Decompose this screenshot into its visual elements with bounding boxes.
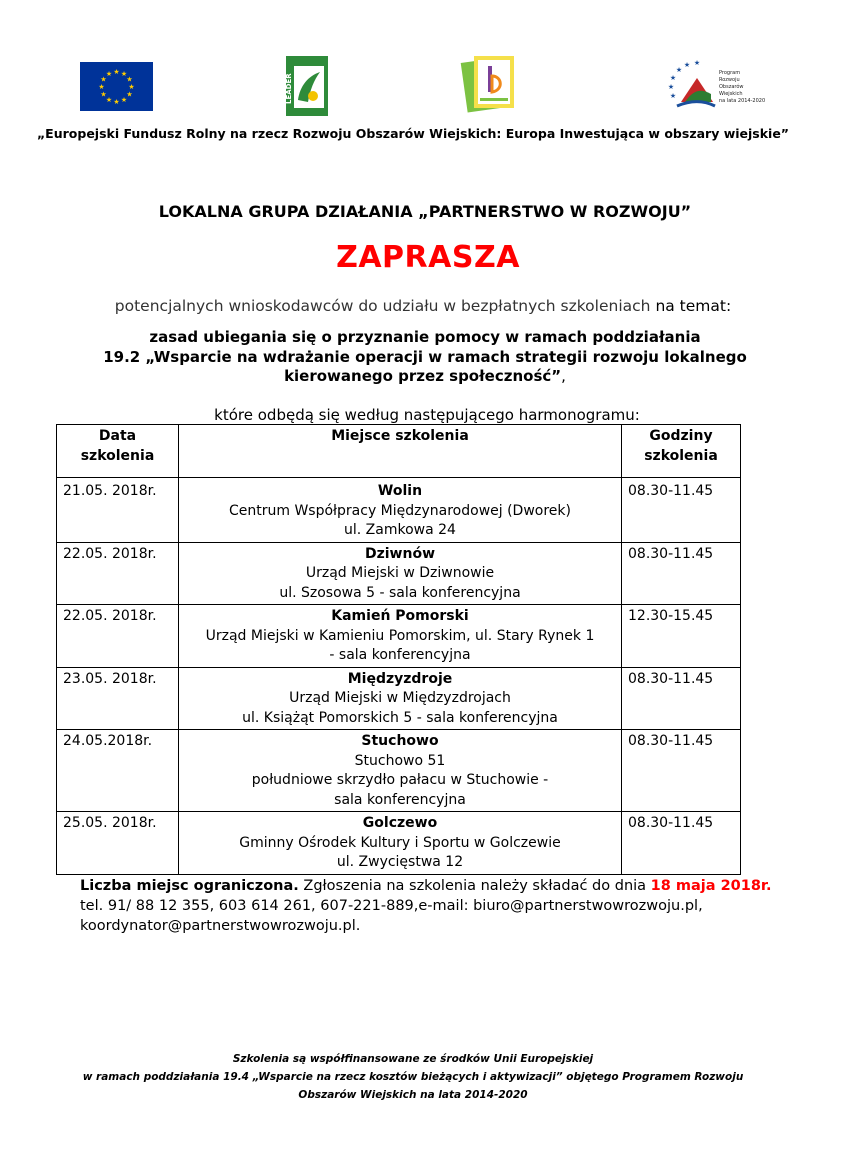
notice-line: [80, 876, 780, 896]
training-topic: [60, 328, 790, 387]
applications-text: Zgłoszenia na szkolenia należy składać do dnia: [298, 878, 651, 894]
leader-logo-text: LEADER: [285, 73, 293, 104]
row-place: [179, 542, 622, 605]
row-place-line: Centrum Współpracy Międzynarodowej (Dworek): [228, 502, 571, 519]
table-row: [57, 478, 741, 543]
row-hours: 12.30-15.45: [622, 605, 741, 668]
row-date: 22.05. 2018r.: [57, 605, 179, 668]
header-date: Data szkolenia: [57, 425, 179, 478]
row-place: [179, 812, 622, 875]
svg-text:★: ★: [105, 96, 113, 104]
svg-text:★: ★: [100, 90, 107, 99]
row-place: [179, 667, 622, 730]
row-city: Międzyzdroje: [347, 670, 453, 687]
row-place-line: ul. Szosowa 5 - sala konferencyjna: [279, 584, 521, 601]
row-city: Stuchowo: [361, 733, 439, 749]
row-date: 22.05. 2018r.: [57, 542, 179, 605]
topic-line: [60, 367, 790, 387]
prow-logo-line: Wiejskich: [719, 91, 743, 97]
row-date: 24.05.2018r.: [57, 730, 179, 812]
row-hours: 08.30-11.45: [622, 730, 741, 812]
schedule-intro: które odbędą się według następującego harmonogramu:: [214, 406, 640, 424]
row-place-line: Stuchowo 51: [354, 752, 446, 769]
topic-line: zasad ubiegania się o przyznanie pomocy w ramach poddziałania: [149, 328, 701, 346]
row-place: [179, 605, 622, 668]
invite-heading: ZAPRASZA: [336, 240, 520, 275]
table-row: [57, 605, 741, 668]
svg-text:★: ★: [667, 83, 675, 91]
row-place-line: Urząd Miejski w Kamieniu Pomorskim, ul. Stary Rynek 1: [205, 627, 595, 644]
table-row: [57, 542, 741, 605]
cofinancing-footer: [0, 1050, 826, 1104]
limited-seats: Liczba miejsc ograniczona.: [80, 878, 299, 894]
row-hours: 08.30-11.45: [622, 542, 741, 605]
svg-text:★: ★: [98, 83, 105, 91]
row-place-line: sala konferencyjna: [334, 791, 466, 808]
svg-text:★: ★: [105, 70, 113, 78]
topic-line: 19.2 „Wsparcie na wdrażanie operacji w ramach strategii rozwoju lokalnego: [103, 347, 747, 366]
table-row: [57, 730, 741, 812]
topic-line-tail: ,: [561, 367, 566, 385]
svg-text:★: ★: [100, 75, 107, 84]
funding-tagline: „Europejski Fundusz Rolny na rzecz Rozwoju Obszarów Wiejskich: Europa Inwestująca w obszary wiejskie”: [36, 126, 790, 141]
row-date: 21.05. 2018r.: [57, 478, 179, 543]
row-place: [179, 730, 622, 812]
intro-main: potencjalnych wnioskodawców do udziału w bezpłatnych szkoleniach: [114, 297, 651, 315]
eu-flag-logo: [80, 62, 153, 111]
prow-logo-line: Rozwoju: [719, 77, 740, 83]
svg-text:★: ★: [126, 90, 133, 99]
svg-text:★: ★: [669, 74, 677, 82]
svg-text:★: ★: [120, 96, 128, 104]
intro-tail: na temat:: [655, 297, 732, 315]
row-place-line: - sala konferencyjna: [329, 647, 471, 663]
topic-line-text: kierowanego przez społeczność”: [284, 367, 562, 385]
table-row: [57, 812, 741, 875]
organization-title: LOKALNA GRUPA DZIAŁANIA „PARTNERSTWO W ROZWOJU”: [158, 202, 692, 221]
svg-text:★: ★: [120, 70, 128, 78]
footer-line: Obszarów Wiejskich na lata 2014-2020: [298, 1089, 528, 1101]
svg-text:★: ★: [113, 68, 120, 76]
contact-line: tel. 91/ 88 12 355, 603 614 261, 607-221-889,e-mail: biuro@partnerstwowrozwoju.pl,: [80, 898, 703, 914]
table-header-row: [57, 425, 741, 478]
svg-text:★: ★: [683, 61, 691, 69]
leader-logo: [286, 56, 328, 116]
row-place-line: Urząd Miejski w Międzyzdrojach: [289, 690, 511, 706]
row-place-line: Urząd Miejski w Dziwnowie: [305, 565, 495, 581]
schedule-table: [56, 424, 741, 875]
row-hours: 08.30-11.45: [622, 478, 741, 543]
row-place-line: ul. Zwycięstwa 12: [336, 854, 464, 870]
row-date: 25.05. 2018r.: [57, 812, 179, 875]
lgd-logo: [462, 54, 518, 112]
header-hours: Godziny szkolenia: [622, 425, 741, 478]
footer-line: Szkolenia są współfinansowane ze środków Unii Europejskiej: [232, 1053, 594, 1065]
intro-text: [0, 297, 846, 315]
row-city: Wolin: [377, 483, 423, 499]
row-date: 23.05. 2018r.: [57, 667, 179, 730]
row-place: [179, 478, 622, 543]
svg-text:★: ★: [669, 92, 677, 100]
row-place-line: ul. Zamkowa 24: [344, 522, 456, 538]
svg-text:★: ★: [126, 75, 133, 84]
row-hours: 08.30-11.45: [622, 812, 741, 875]
row-city: Golczewo: [362, 815, 438, 831]
logo-bar: [0, 54, 826, 118]
header-place: Miejsce szkolenia: [179, 425, 622, 478]
table-row: [57, 667, 741, 730]
row-place-line: południowe skrzydło pałacu w Stuchowie -: [251, 772, 549, 788]
prow-logo-line: Program: [719, 70, 741, 76]
contact-line: koordynator@partnerstwowrozwoju.pl.: [80, 918, 361, 934]
row-city: Dziwnów: [364, 545, 436, 562]
row-hours: 08.30-11.45: [622, 667, 741, 730]
prow-logo-line: na lata 2014-2020: [719, 98, 766, 104]
svg-text:★: ★: [113, 98, 120, 106]
row-place-line: ul. Książąt Pomorskich 5 - sala konferencyjna: [242, 709, 558, 726]
svg-text:★: ★: [675, 66, 683, 74]
registration-notice: [80, 876, 780, 936]
prow-logo: [667, 58, 766, 114]
row-city: Kamień Pomorski: [331, 608, 469, 624]
footer-line: w ramach poddziałania 19.4 „Wsparcie na rzecz kosztów bieżących i aktywizacji” objętego Programem Rozwoju: [82, 1071, 744, 1083]
prow-logo-line: Obszarów: [719, 84, 744, 90]
svg-text:★: ★: [693, 59, 701, 67]
row-place-line: Gminny Ośrodek Kultury i Sportu w Golczewie: [239, 834, 561, 851]
deadline-date: 18 maja 2018r.: [650, 878, 772, 894]
svg-text:★: ★: [128, 83, 135, 91]
